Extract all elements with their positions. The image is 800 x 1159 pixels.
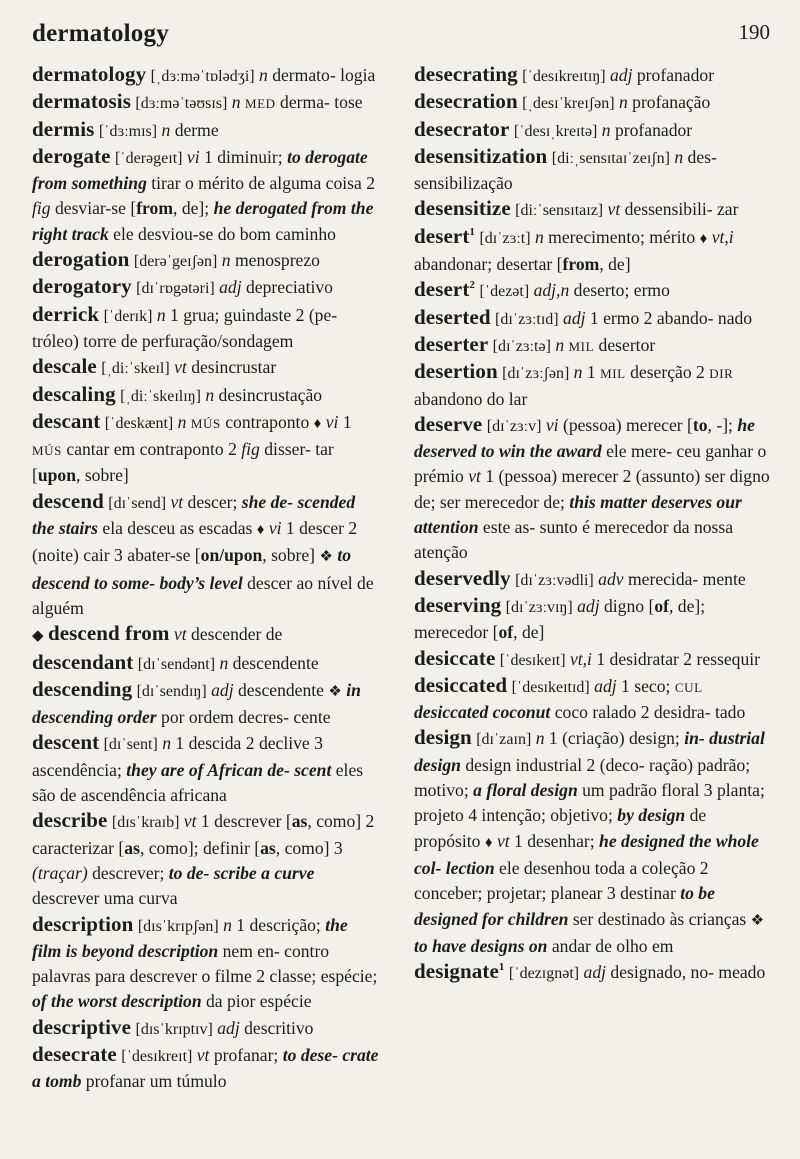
dictionary-entry: deserve [dɪˈzɜːv] vi (pessoa) merecer [to, -]; he deserved to win the award ele mere- ceu ganhar o prémio vt 1 (pessoa) merecer 2 (assunto) ser digno de; ser merecedor de; this matter deserves our attention este as- sunto é merecedor da nossa atenção xyxy=(414,411,770,563)
dictionary-entry: derogation [derəˈgeɪʃən] n menosprezo xyxy=(32,247,320,272)
guide-word: dermatology xyxy=(32,20,169,47)
dictionary-entry: derogate [ˈderəgeɪt] vi 1 diminuir; to derogate from something tirar o mérito de alguma coisa 2 fig desviar-se [from, de]; he derogated from the right track ele desviou-se do bom caminho xyxy=(32,143,376,244)
dictionary-entry: desecrating [ˈdesɪkreɪtɪŋ] adj profanador xyxy=(414,62,715,86)
dictionary-entry: descending [dɪˈsendɪŋ] adj descendente ❖ in descending order por ordem decres- cente xyxy=(32,676,361,728)
dictionary-entry: descent [dɪˈsent] n 1 descida 2 declive 3 ascendência; they are of African de- scent eles são de ascendência africana xyxy=(32,730,364,806)
dictionary-entry: desecrator [ˈdesɪˌkreɪtə] n profanador xyxy=(414,116,693,141)
dictionary-entry: desert$^2$ [ˈdezət] adj,n deserto; ermo xyxy=(414,277,670,302)
dictionary-entry: deserving [dɪˈzɜːvɪŋ] adj digno [of, de]; merecedor [of, de] xyxy=(414,592,706,643)
dictionary-entry: desiccated [ˈdesɪkeɪtɪd] adj 1 seco; CUL desiccated coconut coco ralado 2 desidra- tado xyxy=(414,672,746,723)
dictionary-entry: descriptive [dɪsˈkrɪptɪv] adj descritivo xyxy=(32,1014,314,1039)
dictionary-entry: ◆ descend from vt descender de xyxy=(32,621,283,646)
dictionary-entry: deservedly [dɪˈzɜːvədli] adv merecida- mente xyxy=(414,565,746,590)
dictionary-entry: desensitize [diːˈsensɪtaɪz] vt dessensibili- zar xyxy=(414,196,739,221)
right-column xyxy=(414,62,772,986)
dictionary-entry: dermis [ˈdɜːmɪs] n derme xyxy=(32,116,219,141)
left-column xyxy=(32,62,380,1095)
dictionary-entry: descend [dɪˈsend] vt descer; she de- scended the stairs ela desceu as escadas ♦ vi 1 descer 2 (noite) cair 3 abater-se [on/upon, sobre] ❖ to descend to some- body’s level descer ao nível de alguém xyxy=(32,488,374,618)
dictionary-entry: descaling [ˌdiːˈskeɪlɪŋ] n desincrustação xyxy=(32,381,323,406)
dictionary-entry: designate$^1$ [ˈdezɪgnət] adj designado, no- meado xyxy=(414,959,766,984)
dictionary-entry: descendant [dɪˈsendənt] n descendente xyxy=(32,649,319,674)
dictionary-entry: design [dɪˈzaɪn] n 1 (criação) design; in- dustrial design design industrial 2 (deco- ração) padrão; motivo; a floral design um padrão floral 3 planta; projeto 4 intenção; objetivo; by design de propósito ♦ vt 1 desenhar; he designed the whole col- lection ele desenhou toda a coleção 2 conceber; projetar; planear 3 destinar to be designed for children ser destinado às crianças ❖ to have designs on andar de olho em xyxy=(414,725,765,956)
dictionary-entry: dermatosis [dɜːməˈtəʊsɪs] n MED derma- tose xyxy=(32,89,363,114)
page-number: 190 xyxy=(738,20,770,44)
dictionary-entry: deserted [dɪˈzɜːtɪd] adj 1 ermo 2 abando- nado xyxy=(414,304,753,329)
dictionary-entry: deserter [dɪˈzɜːtə] n MIL desertor xyxy=(414,331,656,356)
dictionary-entry: desecration [ˌdesɪˈkreɪʃən] n profanação xyxy=(414,89,711,114)
dictionary-entry: derogatory [dɪˈrɒgətəri] adj depreciativo xyxy=(32,274,333,299)
dictionary-entry: descale [ˌdiːˈskeɪl] vt desincrustar xyxy=(32,354,277,379)
dictionary-entry: desensitization [diːˌsensɪtaɪˈzeɪʃn] n des- sensibilização xyxy=(414,143,717,194)
page-header xyxy=(32,18,770,58)
dictionary-entry: derrick [ˈderɪk] n 1 grua; guindaste 2 (pe- tróleo) torre de perfuração/sondagem xyxy=(32,301,338,351)
dictionary-entry: describe [dɪsˈkraɪb] vt 1 descrever [as, como] 2 caracterizar [as, como]; definir [as, como] 3 (traçar) descrever; to de- scribe a curve descrever uma curva xyxy=(32,808,375,909)
dictionary-entry: desertion [dɪˈzɜːʃən] n 1 MIL deserção 2 DIR abandono do lar xyxy=(414,359,734,409)
dictionary-entry: desecrate [ˈdesɪkreɪt] vt profanar; to dese- crate a tomb profanar um túmulo xyxy=(32,1041,379,1092)
dictionary-entry: dermatology [ˌdɜːməˈtɒlədʒi] n dermato- logia xyxy=(32,62,376,86)
dictionary-entry: descant [ˈdeskænt] n MÚS contraponto ♦ vi 1 MÚS cantar em contraponto 2 fig disser- tar [upon, sobre] xyxy=(32,408,352,486)
dictionary-entry: desert$^1$ [dɪˈzɜːt] n merecimento; mérito ♦ vt,i abandonar; desertar [from, de] xyxy=(414,223,734,275)
dictionary-entry: description [dɪsˈkrɪpʃən] n 1 descrição; the film is beyond description nem en- contro palavras para descrever o filme 2 classe; espécie; of the worst description da pior espécie xyxy=(32,911,378,1012)
dictionary-entry: desiccate [ˈdesɪkeɪt] vt,i 1 desidratar 2 ressequir xyxy=(414,645,760,670)
